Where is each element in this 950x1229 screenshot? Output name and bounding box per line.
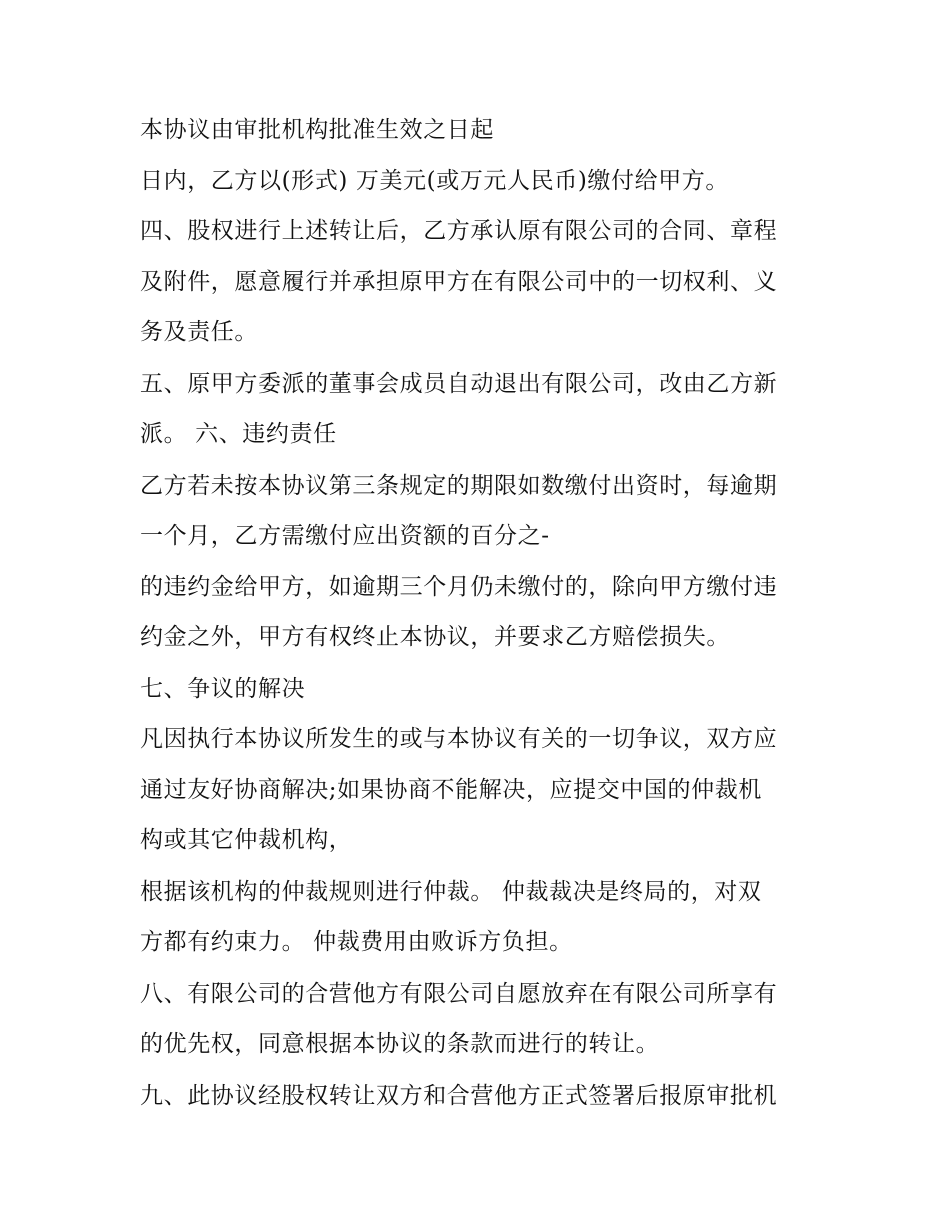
text-line: 七、争议的解决 [140, 676, 306, 702]
text-line: 四、股权进行上述转让后，乙方承认原有限公司的合同、章程 [140, 218, 778, 244]
text-line: 约金之外，甲方有权终止本协议，并要求乙方赔偿损失。 [140, 624, 730, 650]
text-line: 方都有约束力。 仲裁费用由败诉方负担。 [140, 929, 573, 955]
text-line: 五、原甲方委派的董事会成员自动退出有限公司，改由乙方新 [140, 371, 778, 397]
text-line: 根据该机构的仲裁规则进行仲裁。 仲裁裁决是终局的，对双 [140, 879, 762, 905]
text-line: 凡因执行本协议所发生的或与本协议有关的一切争议，双方应 [140, 726, 778, 752]
text-line: 一个月，乙方需缴付应出资额的百分之- [140, 523, 550, 549]
text-line: 本协议由审批机构批准生效之日起 [140, 117, 494, 143]
text-line: 乙方若未按本协议第三条规定的期限如数缴付出资时，每逾期 [140, 473, 778, 499]
text-line: 务及责任。 [140, 319, 258, 345]
text-line: 日内，乙方以(形式) 万美元(或万元人民币)缴付给甲方。 [140, 168, 730, 194]
text-line: 的违约金给甲方，如逾期三个月仍未缴付的，除向甲方缴付违 [140, 574, 778, 600]
text-line: 及附件，愿意履行并承担原甲方在有限公司中的一切权利、义 [140, 269, 778, 295]
text-line: 九、此协议经股权转让双方和合营他方正式签署后报原审批机 [140, 1083, 778, 1109]
text-line: 八、有限公司的合营他方有限公司自愿放弃在有限公司所享有 [140, 981, 778, 1007]
text-line: 构或其它仲裁机构， [140, 827, 353, 853]
text-line: 派。 六、违约责任 [140, 421, 337, 447]
text-line: 通过友好协商解决;如果协商不能解决，应提交中国的仲裁机 [140, 777, 762, 803]
text-line: 的优先权，同意根据本协议的条款而进行的转让。 [140, 1031, 660, 1057]
